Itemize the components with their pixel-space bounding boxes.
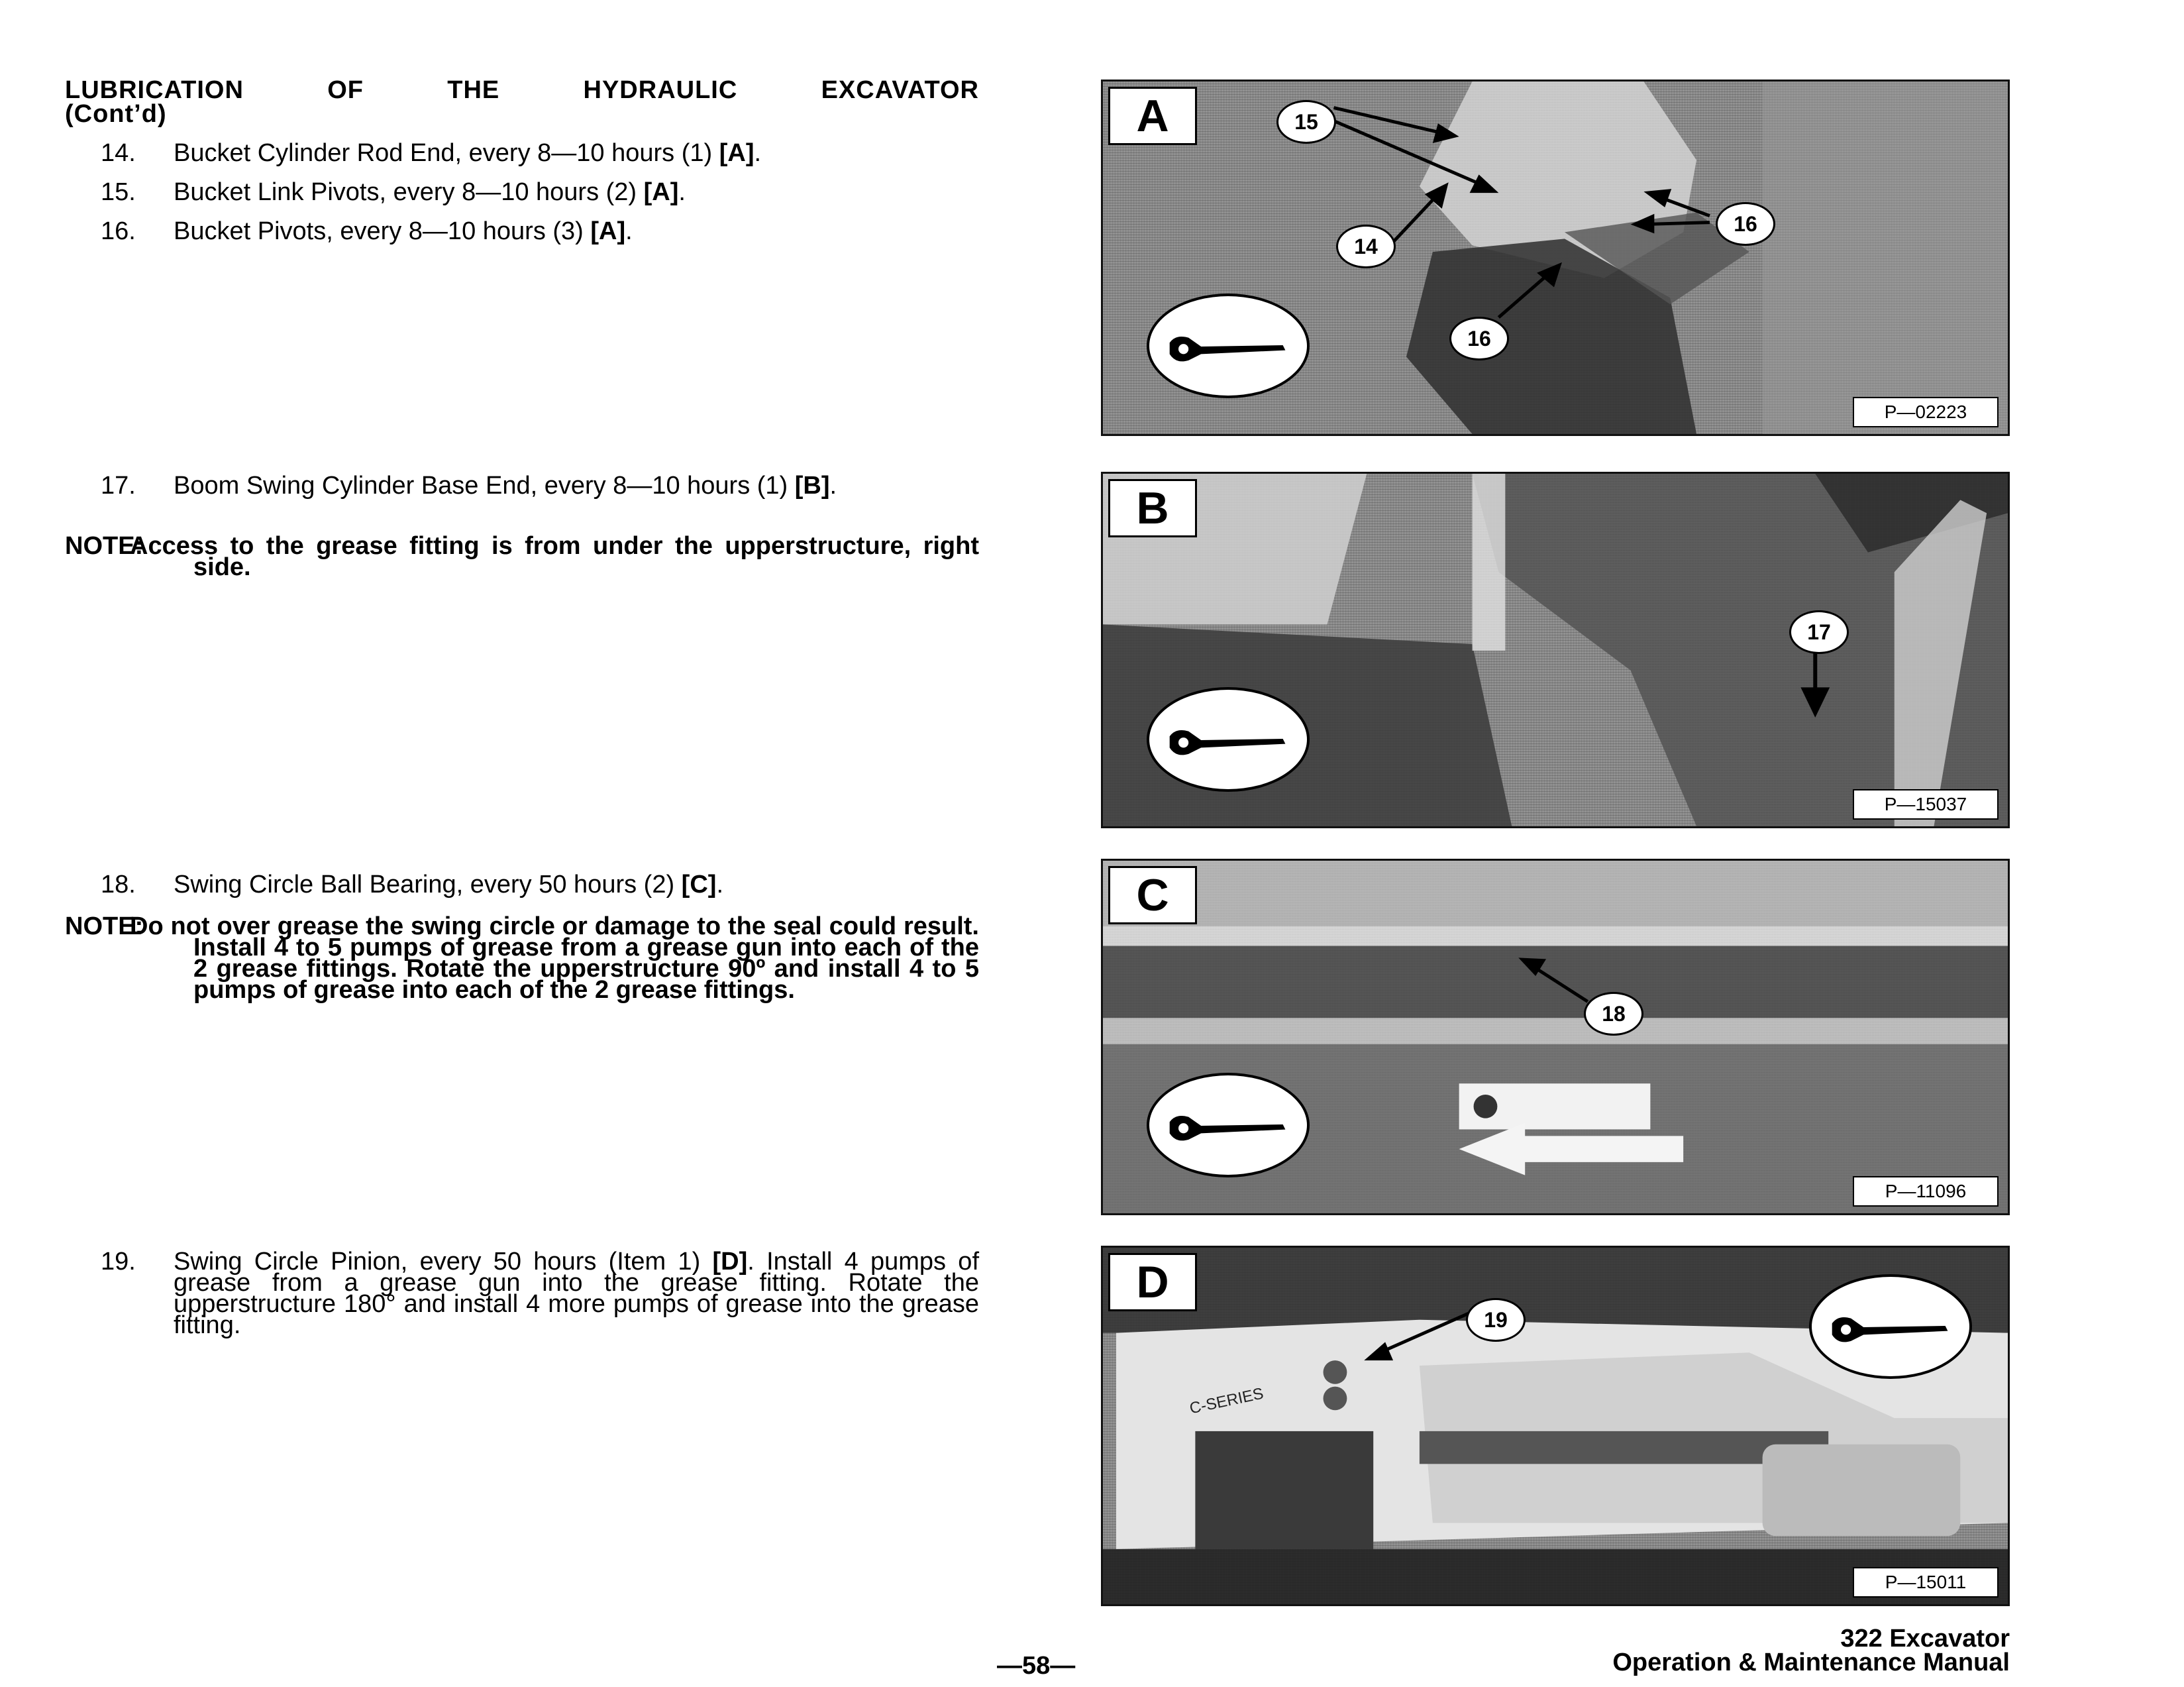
callout-14: 14 [1336,225,1396,268]
photo-code: P—02223 [1853,397,1999,427]
callout-15: 15 [1276,100,1336,144]
note-text: Do not over grease the swing circle or damage to the seal could result. Install 4 to 5 pumps of grease from a grease gun into each of the 2 grease fittings. Rotate the upperstructure 90º and install 4 to 5 pumps of grease into each of the 2 grease fittings. [130,912,979,1004]
footer-manual: Operation & Maintenance Manual [1612,1649,2010,1676]
list-item-14 [101,139,979,167]
item-number: 14. [101,139,136,167]
note-text: Access to the grease fitting is from under the upperstructure, right side. [130,532,979,581]
figure-ref: [C] [681,871,717,898]
callout-17: 17 [1789,610,1849,654]
figure-letter: C [1108,866,1197,924]
item-text: Bucket Cylinder Rod End, every 8—10 hours (1) [A]. [174,139,762,167]
grease-gun-icon [1147,294,1310,398]
heading-word: OF [327,76,364,104]
grease-gun-icon [1147,1073,1310,1177]
section-heading [65,78,979,126]
item-number: 17. [101,472,136,500]
list-item-15 [101,178,979,206]
figure-ref: [A] [719,139,754,167]
figure-letter: A [1108,87,1197,145]
figure-ref: [A] [643,178,679,206]
figure-c-photo [1101,859,2010,1215]
footer-model: 322 Excavator [1840,1625,2010,1653]
figure-ref: [B] [794,472,830,500]
figure-b-photo [1101,472,2010,828]
note-label: NOTE: [65,912,144,940]
item-text: Boom Swing Cylinder Base End, every 8—10 hours (1) [B]. [174,472,837,500]
list-item-18 [101,873,979,896]
figure-a-photo [1101,80,2010,436]
list-item-19 [101,1248,979,1339]
photo-code: P—15037 [1853,789,1999,820]
heading-word: THE [447,76,500,104]
heading-word: EXCAVATOR [821,76,979,104]
callout-16: 16 [1449,317,1509,360]
grease-gun-icon [1809,1274,1972,1379]
note-access [65,532,979,581]
heading-word: HYDRAULIC [583,76,738,104]
heading-word: LUBRICATION [65,76,244,104]
list-item-17 [101,472,979,500]
note-label: NOTE: [65,532,144,560]
figure-letter: B [1108,479,1197,537]
item-text: Bucket Pivots, every 8—10 hours (3) [A]. [174,217,633,245]
item-number: 16. [101,217,136,245]
item-text: Bucket Link Pivots, every 8—10 hours (2) [A]. [174,178,686,206]
note-overgrease [65,912,979,1004]
item-text: Swing Circle Pinion, every 50 hours (Item 1) [D]. Install 4 pumps of grease from a grease gun into the grease fitting. Rotate the upperstructure 180° and install 4 more pumps of grease into the grease fitting. [174,1248,979,1339]
grease-gun-icon [1147,687,1310,792]
page-number: —58— [997,1652,1076,1680]
figure-ref: [A] [590,217,626,245]
footer-title [1612,1627,2010,1674]
callout-19: 19 [1466,1298,1526,1342]
item-number: 15. [101,178,136,206]
photo-code: P—15011 [1853,1567,1999,1598]
c-series-label: C-SERIES [1188,1384,1265,1418]
photo-code: P—11096 [1853,1176,1999,1207]
figure-d-photo [1101,1246,2010,1606]
figure-letter: D [1108,1253,1197,1311]
heading-line-1 [65,78,979,102]
callout-16: 16 [1716,202,1775,246]
heading-line-2: (Cont’d) [65,100,167,128]
item-text: Swing Circle Ball Bearing, every 50 hours (2) [C]. [174,871,723,898]
list-item-16 [101,217,979,245]
item-number: 18. [101,871,136,898]
figure-ref: [D] [712,1248,748,1276]
item-number: 19. [101,1248,136,1276]
callout-18: 18 [1584,992,1643,1036]
